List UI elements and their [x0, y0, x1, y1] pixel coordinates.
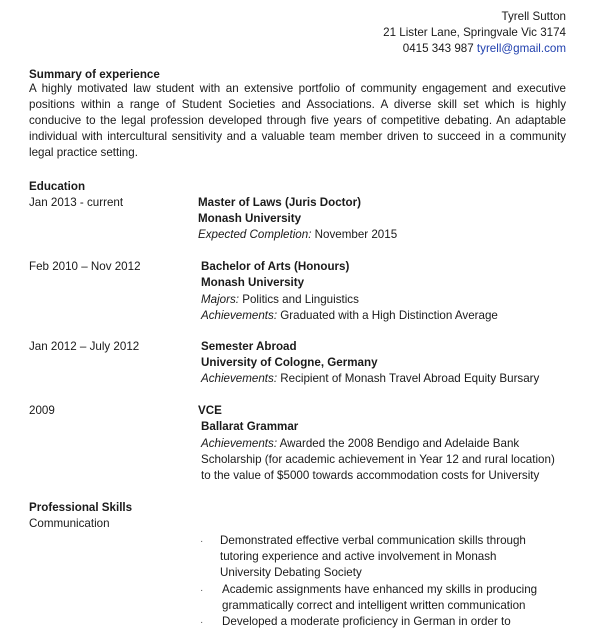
address: 21 Lister Lane, Springvale Vic 3174: [383, 26, 566, 39]
education-institution: Monash University: [198, 212, 302, 225]
detail-label: Achievements:: [201, 372, 278, 385]
detail-value: Politics and Linguistics: [239, 293, 359, 306]
detail-label: Achievements:: [201, 309, 278, 322]
detail-label: Achievements:: [201, 437, 278, 450]
education-detail: [201, 292, 359, 308]
education-detail: [198, 227, 397, 243]
education-institution: University of Cologne, Germany: [201, 356, 378, 369]
phone: 0415 343 987: [402, 42, 474, 55]
bullet-icon: ·: [200, 585, 204, 596]
detail-label: Majors:: [201, 293, 240, 306]
education-detail: [201, 436, 519, 452]
education-detail-continued: Scholarship (for academic achievement in Year 12 and rural location): [201, 453, 555, 466]
education-detail: [201, 308, 498, 324]
skill-bullet-line: Academic assignments have enhanced my skills in producing: [222, 583, 538, 596]
education-dates: Jan 2013 - current: [29, 196, 124, 209]
education-dates: Jan 2012 – July 2012: [29, 340, 140, 353]
skill-bullet-line: Developed a moderate proficiency in German in order to: [222, 615, 511, 628]
summary-text: A highly motivated law student with an extensive portfolio of community engagement and executive positions within a range of Student Societies and Associations. A diverse skill set which is highly conducive to the legal profession developed through five years of competitive debating. An adaptable individual with intercultural sensitivity and a valuable team member driven to succeed in a community legal practice setting.: [29, 82, 566, 159]
education-dates: Feb 2010 – Nov 2012: [29, 260, 141, 273]
bullet-icon: ·: [200, 617, 204, 628]
education-degree: Master of Laws (Juris Doctor): [198, 196, 361, 209]
skill-bullet-line: University Debating Society: [220, 566, 362, 579]
education-institution: Ballarat Grammar: [201, 420, 299, 433]
skill-bullet-line: Demonstrated effective verbal communication skills through: [220, 534, 526, 547]
detail-value: Graduated with a High Distinction Average: [277, 309, 498, 322]
bullet-icon: ·: [200, 536, 204, 547]
applicant-name: Tyrell Sutton: [501, 10, 566, 23]
email-link[interactable]: tyrell@gmail.com: [476, 42, 566, 55]
education-detail-continued: to the value of $5000 towards accommodation costs for University: [201, 469, 540, 482]
education-institution: Monash University: [201, 276, 305, 289]
education-heading: Education: [29, 180, 86, 193]
contact-line: [403, 41, 566, 57]
education-degree: VCE: [198, 404, 222, 417]
skill-bullet-line: grammatically correct and intelligent written communication: [222, 599, 526, 612]
detail-label: Expected Completion:: [198, 228, 312, 241]
skills-heading: Professional Skills: [29, 501, 133, 514]
education-detail: [201, 371, 539, 387]
summary-heading: Summary of experience: [29, 68, 160, 81]
education-degree: Bachelor of Arts (Honours): [201, 260, 350, 273]
detail-value: Awarded the 2008 Bendigo and Adelaide Bank: [277, 437, 520, 450]
education-degree: Semester Abroad: [201, 340, 297, 353]
detail-value: November 2015: [311, 228, 398, 241]
education-dates: 2009: [29, 404, 55, 417]
skills-subheading: Communication: [29, 517, 110, 530]
detail-value: Recipient of Monash Travel Abroad Equity Bursary: [277, 372, 540, 385]
skill-bullet-line: tutoring experience and active involvement in Monash: [220, 550, 497, 563]
